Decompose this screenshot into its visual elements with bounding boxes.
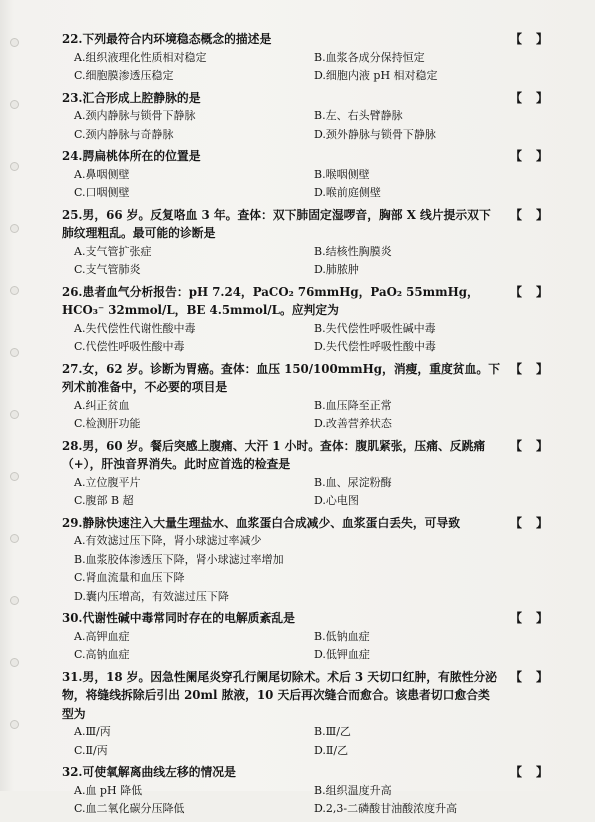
option-list <box>62 243 562 280</box>
answer-option: C.细胞膜渗透压稳定 <box>74 69 174 82</box>
answer-option: C.血二氧化碳分压降低 <box>74 802 185 815</box>
answer-bracket: 【】 <box>509 669 562 684</box>
answer-option: B.血浆胶体渗透压下降，肾小球滤过率增加 <box>74 552 284 566</box>
answer-bracket: 【】 <box>509 32 562 46</box>
answer-option: D.囊内压增高，有效滤过压下降 <box>74 589 229 603</box>
answer-option: B.血浆各成分保持恒定 <box>314 50 425 64</box>
question-stem: 24.腭扁桃体所在的位置是 <box>62 149 201 163</box>
question-stem: 28.男，60 岁。餐后突感上腹痛、大汗 1 小时。查体：腹肌紧张，压痛、反跳痛（+），肝浊音界消失。此时应首选的检查是 <box>62 438 486 471</box>
answer-option: A.血 pH 降低 <box>74 783 143 797</box>
option-list <box>62 166 562 203</box>
answer-option: D.心电图 <box>314 494 359 507</box>
question-item <box>62 360 562 434</box>
answer-option: D.2,3-二磷酸甘油酸浓度升高 <box>314 802 458 815</box>
question-stem: 31.男，18 岁。因急性阑尾炎穿孔行阑尾切除术。术后 3 天切口红肿，有脓性分泌物，将缝线拆除后引出 20ml 脓液，10 天后再次缝合而愈合。该患者切口愈合类型为 <box>62 669 497 721</box>
binding-margin <box>6 0 26 791</box>
question-stem: 30.代谢性碱中毒常同时存在的电解质紊乱是 <box>62 611 295 625</box>
binding-hole <box>10 286 19 295</box>
binding-hole <box>10 596 19 605</box>
answer-option: B.失代偿性呼吸性碱中毒 <box>314 321 436 335</box>
answer-option: B.血压降至正常 <box>314 398 392 412</box>
option-list <box>62 49 562 86</box>
question-stem: 22.下列最符合内环境稳态概念的描述是 <box>62 32 272 46</box>
question-item <box>62 147 562 203</box>
answer-option: A.有效滤过压下降，肾小球滤过率减少 <box>74 534 262 547</box>
option-list <box>62 782 562 819</box>
option-list <box>62 397 562 434</box>
question-item <box>62 514 562 607</box>
option-list <box>62 320 562 357</box>
answer-bracket: 【】 <box>509 207 562 222</box>
answer-option: B.喉咽侧壁 <box>314 167 370 181</box>
answer-option: C.口咽侧壁 <box>74 186 130 199</box>
question-stem: 32.可使氧解离曲线左移的情况是 <box>62 765 236 779</box>
binding-hole <box>10 162 19 171</box>
answer-option: B.低钠血症 <box>314 629 370 643</box>
answer-option: C.腹部 B 超 <box>74 494 134 507</box>
answer-option: A.Ⅲ/丙 <box>74 725 111 738</box>
answer-option: D.喉前庭侧壁 <box>314 186 381 199</box>
question-item <box>62 609 562 665</box>
answer-option: A.支气管扩张症 <box>74 244 152 258</box>
answer-option: A.纠正贫血 <box>74 398 130 412</box>
answer-option: C.检测肝功能 <box>74 417 141 430</box>
binding-hole <box>10 658 19 667</box>
answer-option: B.Ⅲ/乙 <box>314 725 351 738</box>
answer-option: A.立位腹平片 <box>74 475 141 489</box>
answer-option: C.Ⅱ/丙 <box>74 743 108 757</box>
option-list <box>62 532 562 606</box>
answer-option: A.失代偿性代谢性酸中毒 <box>74 321 196 335</box>
answer-bracket: 【】 <box>509 284 562 299</box>
answer-option: B.血、尿淀粉酶 <box>314 475 392 489</box>
answer-option: D.Ⅱ/乙 <box>314 743 349 757</box>
question-stem: 29.静脉快速注入大量生理盐水、血浆蛋白合成减少、血浆蛋白丢失，可导致 <box>62 515 461 530</box>
question-stem: 26.患者血气分析报告：pH 7.24，PaCO₂ 76mmHg，PaO₂ 55mmHg，HCO₃⁻ 32mmol/L，BE 4.5mmol/L。应判定为 <box>62 284 479 317</box>
binding-hole <box>10 224 19 233</box>
binding-hole <box>10 100 19 109</box>
answer-bracket: 【】 <box>509 515 562 530</box>
answer-option: A.颈内静脉与锁骨下静脉 <box>74 109 196 122</box>
answer-bracket: 【】 <box>509 611 562 625</box>
binding-hole <box>10 720 19 729</box>
answer-option: D.改善营养状态 <box>314 417 392 430</box>
answer-bracket: 【】 <box>509 90 562 105</box>
answer-option: A.组织液理化性质相对稳定 <box>74 50 207 64</box>
answer-option: B.左、右头臂静脉 <box>314 109 403 122</box>
binding-hole <box>10 534 19 543</box>
answer-option: C.高钠血症 <box>74 648 130 661</box>
binding-hole <box>10 348 19 357</box>
question-item <box>62 668 562 761</box>
answer-option: D.失代偿性呼吸性酸中毒 <box>314 340 436 353</box>
option-list <box>62 474 562 511</box>
answer-option: C.支气管肺炎 <box>74 263 141 276</box>
answer-option: D.颈外静脉与锁骨下静脉 <box>314 127 436 141</box>
binding-hole <box>10 472 19 481</box>
answer-option: B.组织温度升高 <box>314 783 392 797</box>
binding-hole <box>10 410 19 419</box>
answer-option: B.结核性胸膜炎 <box>314 244 392 258</box>
answer-bracket: 【】 <box>509 438 562 453</box>
question-item <box>62 89 562 145</box>
binding-hole <box>10 38 19 47</box>
answer-bracket: 【】 <box>509 361 562 376</box>
option-list <box>62 628 562 665</box>
answer-option: C.代偿性呼吸性酸中毒 <box>74 340 185 353</box>
answer-bracket: 【】 <box>509 149 562 163</box>
question-stem: 25.男，66 岁。反复咯血 3 年。查体：双下肺固定湿啰音，胸部 X 线片提示双下肺纹理粗乱。最可能的诊断是 <box>62 207 491 240</box>
question-list <box>62 30 562 822</box>
question-item <box>62 437 562 511</box>
answer-option: D.低钾血症 <box>314 648 370 661</box>
answer-bracket: 【】 <box>509 765 562 779</box>
answer-option: C.肾血流量和血压下降 <box>74 571 185 584</box>
answer-option: A.高钾血症 <box>74 629 130 643</box>
question-stem: 27.女，62 岁。诊断为胃癌。查体：血压 150/100mmHg，消瘦，重度贫血。下列术前准备中，不必要的项目是 <box>62 361 500 394</box>
answer-option: C.颈内静脉与奇静脉 <box>74 127 174 141</box>
answer-option: D.肺脓肿 <box>314 263 359 276</box>
option-list <box>62 107 562 144</box>
answer-option: D.细胞内液 pH 相对稳定 <box>314 69 438 82</box>
question-item <box>62 283 562 357</box>
question-item <box>62 206 562 280</box>
question-stem: 23.汇合形成上腔静脉的是 <box>62 90 201 105</box>
question-item <box>62 30 562 86</box>
answer-option: A.鼻咽侧壁 <box>74 167 130 181</box>
option-list <box>62 723 562 760</box>
